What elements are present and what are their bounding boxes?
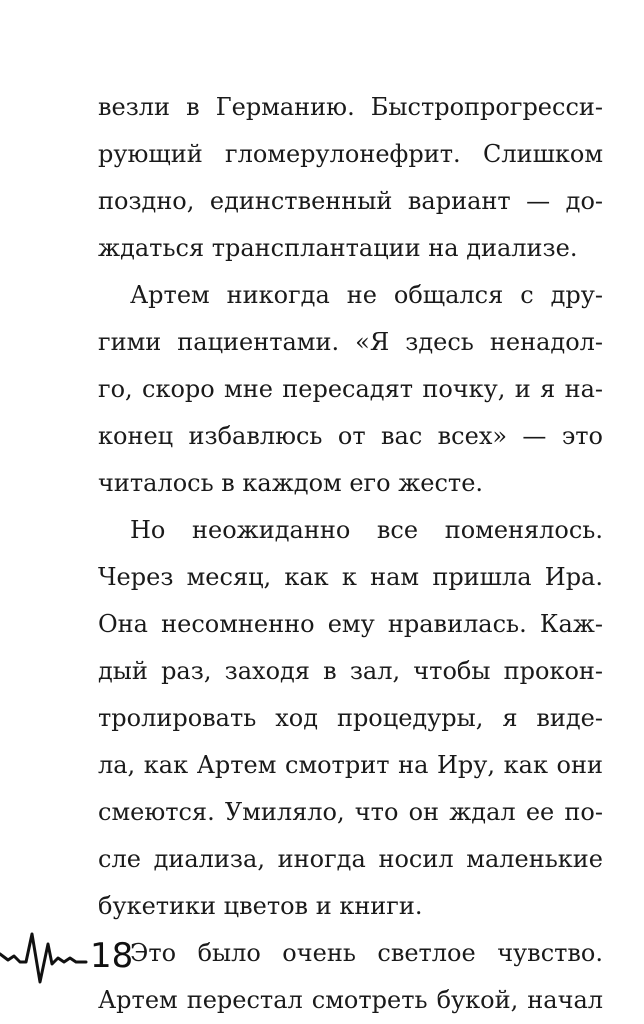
text-line: букетики цветов и книги.	[98, 892, 423, 920]
text-line: Артем перестал смотреть букой, начал	[98, 986, 603, 1014]
text-line: Она несомненно ему нравилась. Каж-	[98, 610, 603, 638]
text-line: конец избавлюсь от вас всех» — это	[98, 422, 603, 450]
text-line: ла, как Артем смотрит на Иру, как они	[98, 751, 603, 779]
page-number: 18	[90, 936, 134, 976]
page-footer	[0, 928, 200, 988]
text-line: рующий гломерулонефрит. Слишком	[98, 140, 603, 168]
page-body	[98, 84, 603, 1024]
text-line: читалось в каждом его жесте.	[98, 469, 484, 497]
text-line: смеются. Умиляло, что он ждал ее по-	[98, 798, 603, 826]
heartbeat-pulse-icon	[0, 928, 92, 988]
text-line: дый раз, заходя в зал, чтобы прокон-	[98, 657, 603, 685]
text-line: ждаться трансплантации на диализе.	[98, 234, 578, 262]
text-line: Артем никогда не общался с дру-	[130, 281, 603, 309]
text-line: тролировать ход процедуры, я виде-	[98, 704, 603, 732]
text-line: Но неожиданно все поменялось.	[130, 516, 603, 544]
text-line: Через месяц, как к нам пришла Ира.	[98, 563, 603, 591]
text-line: гими пациентами. «Я здесь ненадол-	[98, 328, 603, 356]
text-line: Это было очень светлое чувство.	[130, 939, 603, 967]
text-line: везли в Германию. Быстропрогресси-	[98, 93, 603, 121]
text-line: го, скоро мне пересадят почку, и я на-	[98, 375, 603, 403]
text-line: сле диализа, иногда носил маленькие	[98, 845, 603, 873]
text-line: поздно, единственный вариант — до-	[98, 187, 603, 215]
